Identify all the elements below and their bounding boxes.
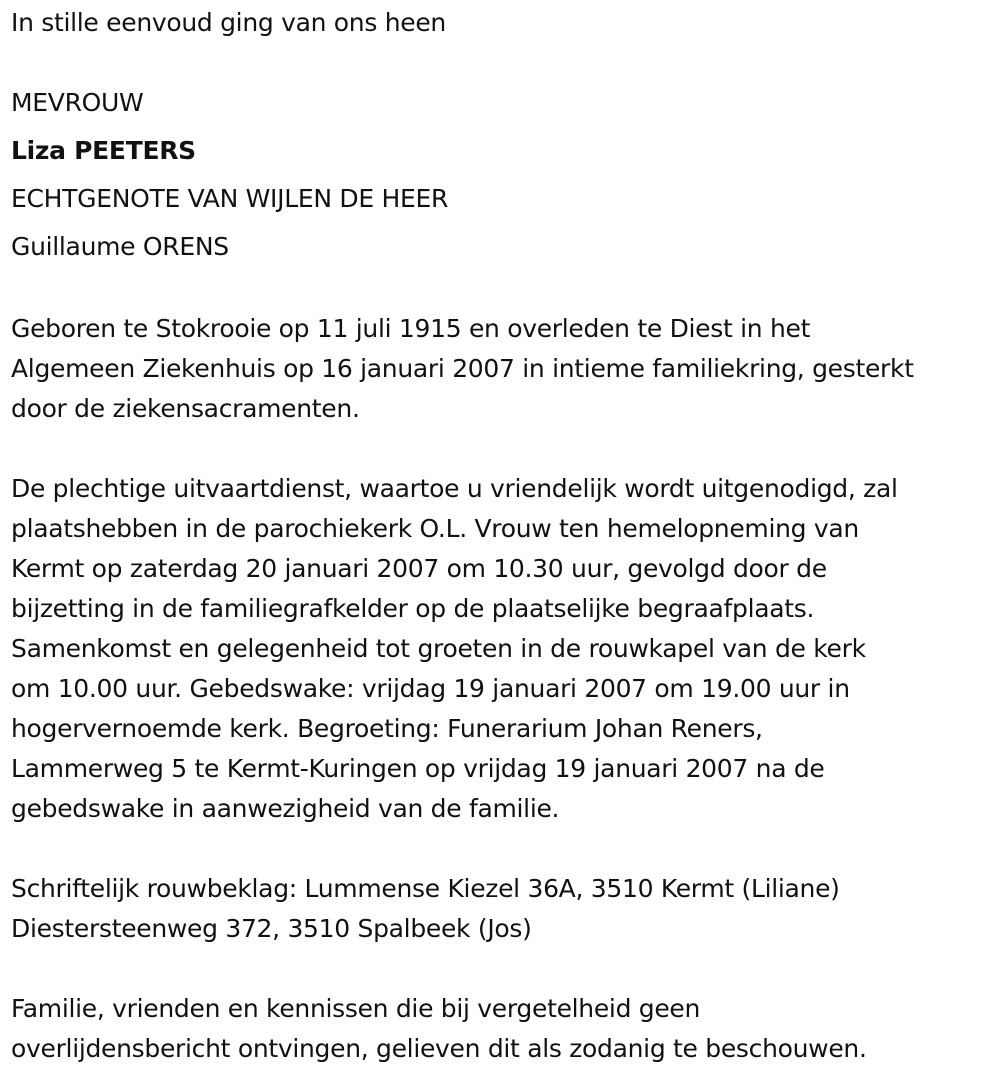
salutation: MEVROUW bbox=[11, 88, 144, 117]
funeral-paragraph: De plechtige uitvaartdienst, waartoe u vriendelijk wordt uitgenodigd, zal plaatshebben in de parochiekerk O.L. Vrouw ten hemelopneming van Kermt op zaterdag 20 januari 2007 om 10.30 uur, gevolgd door de bijzetting in de familiegrafkelder op de plaatselijke begraafplaats. Samenkomst en gelegenheid tot groeten in de rouwkapel van de kerk om 10.00 uur. Gebedswake: vrijdag 19 januari 2007 om 19.00 uur in hogervernoemde kerk. Begroeting: Funerarium Johan Reners, Lammerweg 5 te Kermt-Kuringen op vrijdag 19 januari 2007 na de gebedswake in aanwezigheid van de familie. bbox=[11, 474, 898, 823]
spouse-name: Guillaume ORENS bbox=[11, 232, 229, 261]
birth-death-paragraph: Geboren te Stokrooie op 11 juli 1915 en overleden te Diest in het Algemeen Ziekenhuis op 16 januari 2007 in intieme familiekring, gesterkt door de ziekensacramenten. bbox=[11, 314, 914, 423]
intro-line: In stille eenvoud ging van ons heen bbox=[11, 8, 446, 37]
condolences-paragraph: Schriftelijk rouwbeklag: Lummense Kiezel 36A, 3510 Kermt (Liliane) Diestersteenweg 372, 3510 Spalbeek (Jos) bbox=[11, 874, 840, 943]
spouse-relation: ECHTGENOTE VAN WIJLEN DE HEER bbox=[11, 184, 449, 213]
closing-paragraph: Familie, vrienden en kennissen die bij vergetelheid geen overlijdensbericht ontvingen, gelieven dit als zodanig te beschouwen. bbox=[11, 994, 867, 1063]
deceased-name: Liza PEETERS bbox=[11, 136, 196, 165]
